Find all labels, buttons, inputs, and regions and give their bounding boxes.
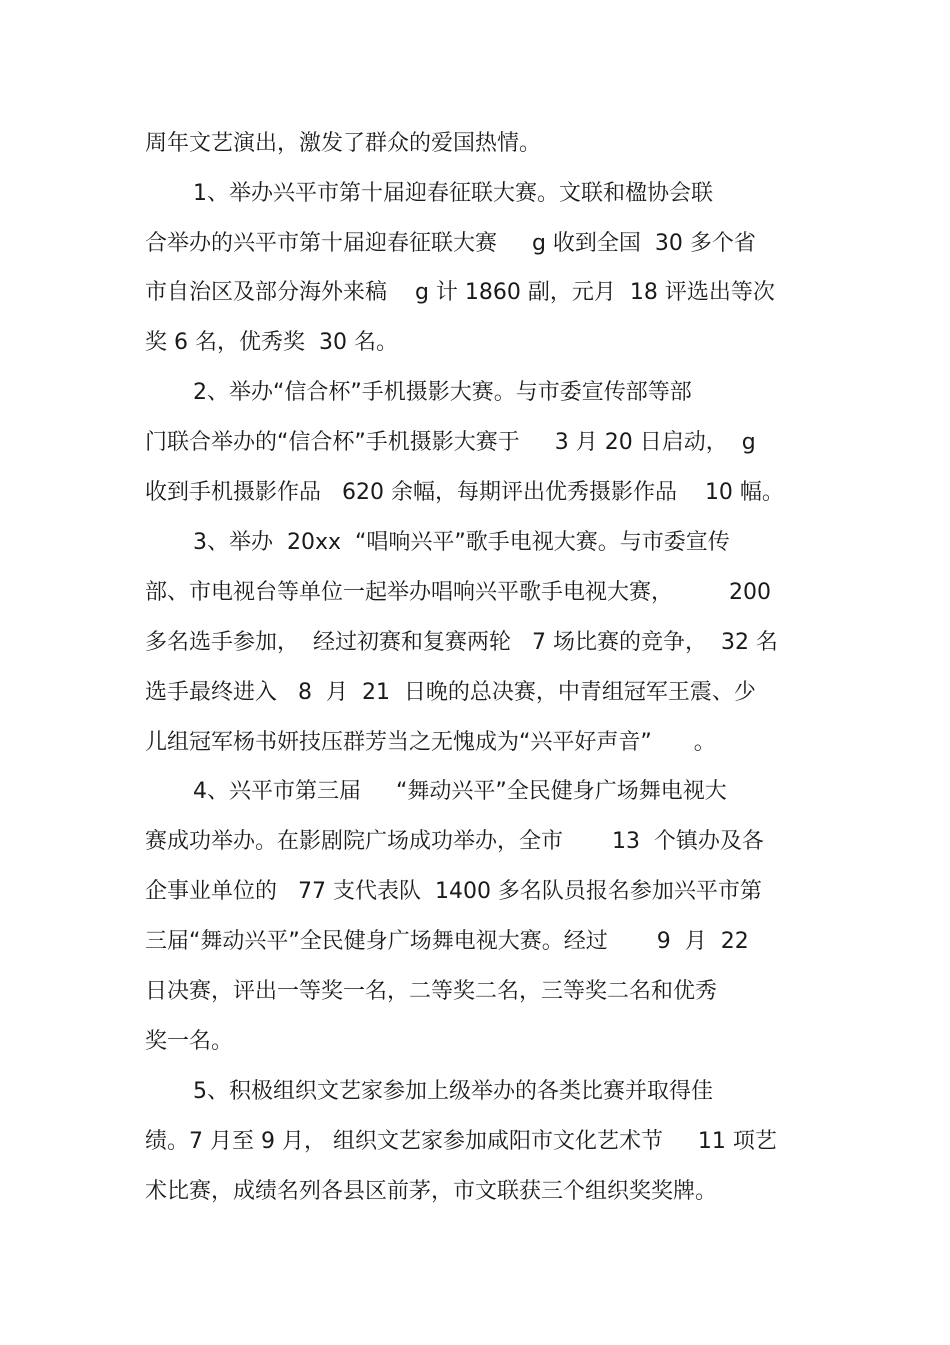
- text-line-18: 日决赛，评出一等奖一名，二等奖二名，三等奖二名和优秀: [145, 979, 718, 1004]
- text-line-20: 5、积极组织文艺家参加上级举办的各类比赛并取得佳: [193, 1079, 713, 1104]
- text-line-11: 多名选手参加， 经过初赛和复赛两轮 7 场比赛的竞争， 32 名: [145, 630, 778, 655]
- text-line-8: 收到手机摄影作品 620 余幅，每期评出优秀摄影作品 10 幅。: [145, 480, 784, 505]
- text-line-12: 选手最终进入 8 月 21 日晚的总决赛，中青组冠军王震、少: [145, 680, 756, 705]
- text-line-21: 绩。7 月至 9 月， 组织文艺家参加咸阳市文化艺术节 11 项艺: [145, 1129, 777, 1154]
- text-line-7: 门联合举办的“信合杯”手机摄影大赛于 3 月 20 日启动， g: [145, 430, 756, 455]
- text-line-15: 赛成功举办。在影剧院广场成功举办，全市 13 个镇办及各: [145, 829, 764, 854]
- text-line-10: 部、市电视台等单位一起举办唱响兴平歌手电视大赛， 200: [145, 580, 771, 605]
- text-line-9: 3、举办 20xx “唱响兴平”歌手电视大赛。与市委宣传: [193, 530, 730, 555]
- text-line-16: 企事业单位的 77 支代表队 1400 多名队员报名参加兴平市第: [145, 879, 762, 904]
- text-line-13: 儿组冠军杨书妍技压群芳当之无愧成为“兴平好声音” 。: [145, 730, 716, 755]
- text-line-6: 2、举办“信合杯”手机摄影大赛。与市委宣传部等部: [193, 380, 692, 405]
- text-line-3: 合举办的兴平市第十届迎春征联大赛 g 收到全国 30 多个省: [145, 231, 756, 256]
- text-line-14: 4、兴平市第三届 “舞动兴平”全民健身广场舞电视大: [193, 779, 727, 804]
- text-line-5: 奖 6 名，优秀奖 30 名。: [145, 330, 398, 355]
- text-line-17: 三届“舞动兴平”全民健身广场舞电视大赛。经过 9 月 22: [145, 929, 749, 954]
- text-line-2: 1、举办兴平市第十届迎春征联大赛。文联和楹协会联: [193, 181, 713, 206]
- text-line-19: 奖一名。: [145, 1029, 234, 1054]
- text-line-1: 周年文艺演出，激发了群众的爱国热情。: [145, 131, 542, 156]
- text-line-4: 市自治区及部分海外来稿 g 计 1860 副，元月 18 评选出等次: [145, 280, 775, 305]
- text-line-22: 术比赛，成绩名列各县区前茅，市文联获三个组织奖奖牌。: [145, 1179, 718, 1204]
